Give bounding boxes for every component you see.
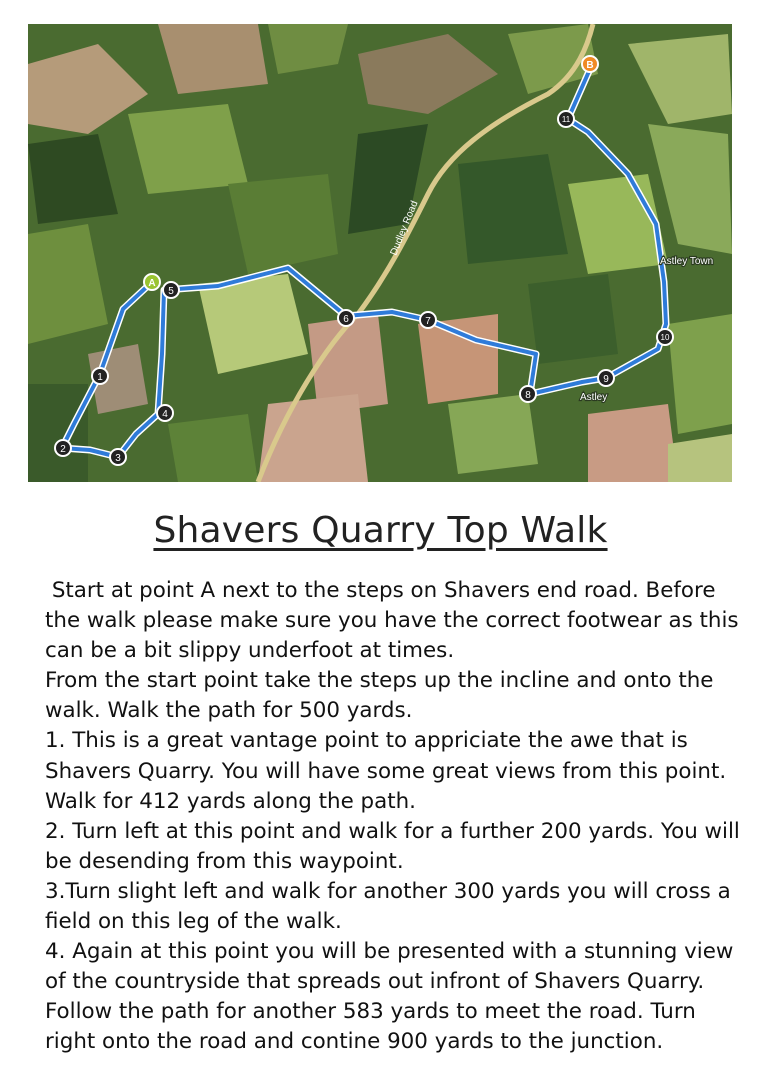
waypoint-7: [420, 312, 436, 328]
paragraph-start: From the start point take the steps up the incline and onto the walk. Walk the path for 500 yards.: [45, 668, 721, 724]
paragraph-intro: Start at point A next to the steps on Shavers end road. Before the walk please make sure you have the correct footwear as this can be a bit slippy underfoot at times.: [45, 578, 746, 664]
svg-text:3: 3: [115, 453, 121, 464]
aerial-map-image: [28, 24, 732, 482]
waypoint-9: [598, 370, 614, 386]
paragraph-waypoint-3: 3.Turn slight left and walk for another 300 yards you will cross a field on this leg of the walk.: [45, 878, 738, 935]
paragraph-waypoint-2: 2. Turn left at this point and walk for a further 200 yards. You will be desending from this waypoint.: [45, 818, 747, 874]
waypoint-2: [55, 440, 71, 456]
waypoint-4: [157, 405, 173, 421]
svg-text:2: 2: [60, 444, 66, 455]
svg-text:A: A: [148, 278, 156, 289]
place-label-astley: [580, 392, 607, 403]
start-marker-a: [144, 274, 160, 290]
svg-text:Astley: Astley: [580, 392, 608, 403]
walk-instructions: [45, 576, 745, 1058]
svg-text:5: 5: [168, 286, 174, 297]
waypoint-11: [558, 111, 574, 127]
svg-text:4: 4: [162, 409, 168, 420]
waypoint-6: [338, 310, 354, 326]
svg-text:9: 9: [603, 374, 609, 385]
svg-text:B: B: [586, 60, 594, 71]
waypoint-1: [92, 368, 108, 384]
page-title: Shavers Quarry Top Walk: [153, 510, 608, 551]
end-marker-b: [582, 56, 598, 72]
svg-text:6: 6: [343, 314, 349, 325]
waypoint-10: [657, 329, 673, 345]
waypoint-5: [163, 282, 179, 298]
svg-text:10: 10: [660, 333, 670, 342]
waypoint-3: [110, 449, 126, 465]
svg-text:7: 7: [425, 316, 431, 327]
paragraph-waypoint-1: 1. This is a great vantage point to appriciate the awe that is Shavers Quarry. You will have some great views from this point. Walk for 412 yards along the path.: [45, 728, 733, 814]
waypoint-8: [520, 386, 536, 402]
svg-text:8: 8: [525, 390, 531, 401]
road-label: Dudley Road: [388, 199, 421, 258]
svg-text:11: 11: [561, 115, 571, 124]
place-label-astley-town: [660, 256, 713, 267]
svg-text:1: 1: [97, 372, 103, 383]
route-map: [28, 24, 732, 482]
paragraph-waypoint-4: 4. Again at this point you will be presented with a stunning view of the countryside that spreads out infront of Shavers Quarry. Follow the path for another 583 yards to meet the road. Turn right onto the road and contine 900 yards to the junction.: [45, 939, 741, 1055]
svg-text:Astley Town: Astley Town: [660, 256, 714, 267]
